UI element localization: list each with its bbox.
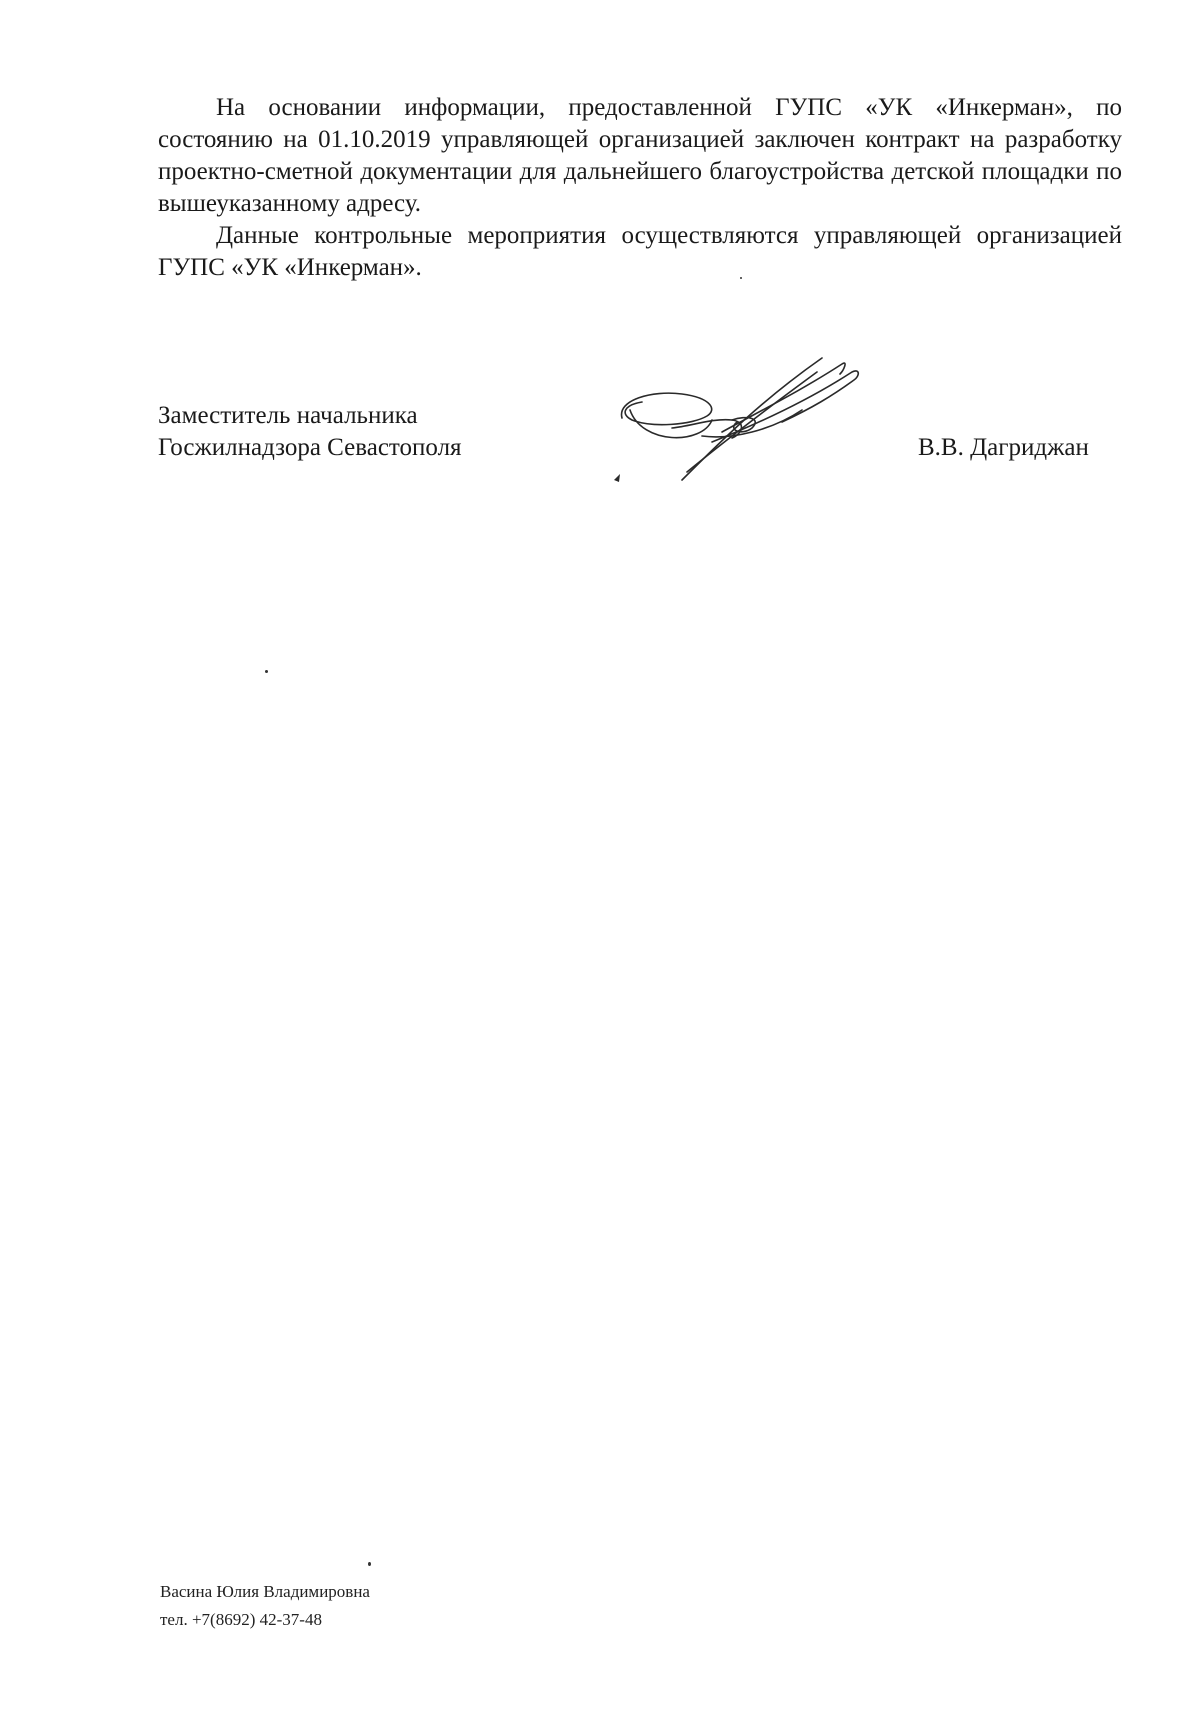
signatory-position-line1: Заместитель начальника: [158, 402, 418, 429]
scan-speck: [368, 1562, 371, 1566]
executor-info: [160, 1578, 370, 1634]
letter-body: [158, 92, 1122, 284]
executor-phone: тел. +7(8692) 42-37-48: [160, 1610, 322, 1629]
scan-speck: [740, 277, 742, 279]
scan-speck: [265, 670, 268, 673]
executor-name: Васина Юлия Владимировна: [160, 1582, 370, 1601]
signatory-position: [158, 400, 462, 464]
paragraph-control-measures: Данные контрольные мероприятия осуществляются управляющей организацией ГУПС «УК «Инкерман».: [158, 222, 1122, 281]
paragraph-contract-info: На основании информации, предоставленной ГУПС «УК «Инкерман», по состоянию на 01.10.2019 управляющей организацией заключен контракт на разработку проектно-сметной документации для дальнейшего благоустройства детской площадки по вышеуказанному адресу.: [158, 94, 1122, 217]
handwritten-signature: [612, 350, 892, 500]
signatory-position-line2: Госжилнадзора Севастополя: [158, 434, 462, 461]
signatory-name: В.В. Дагриджан: [918, 434, 1089, 461]
